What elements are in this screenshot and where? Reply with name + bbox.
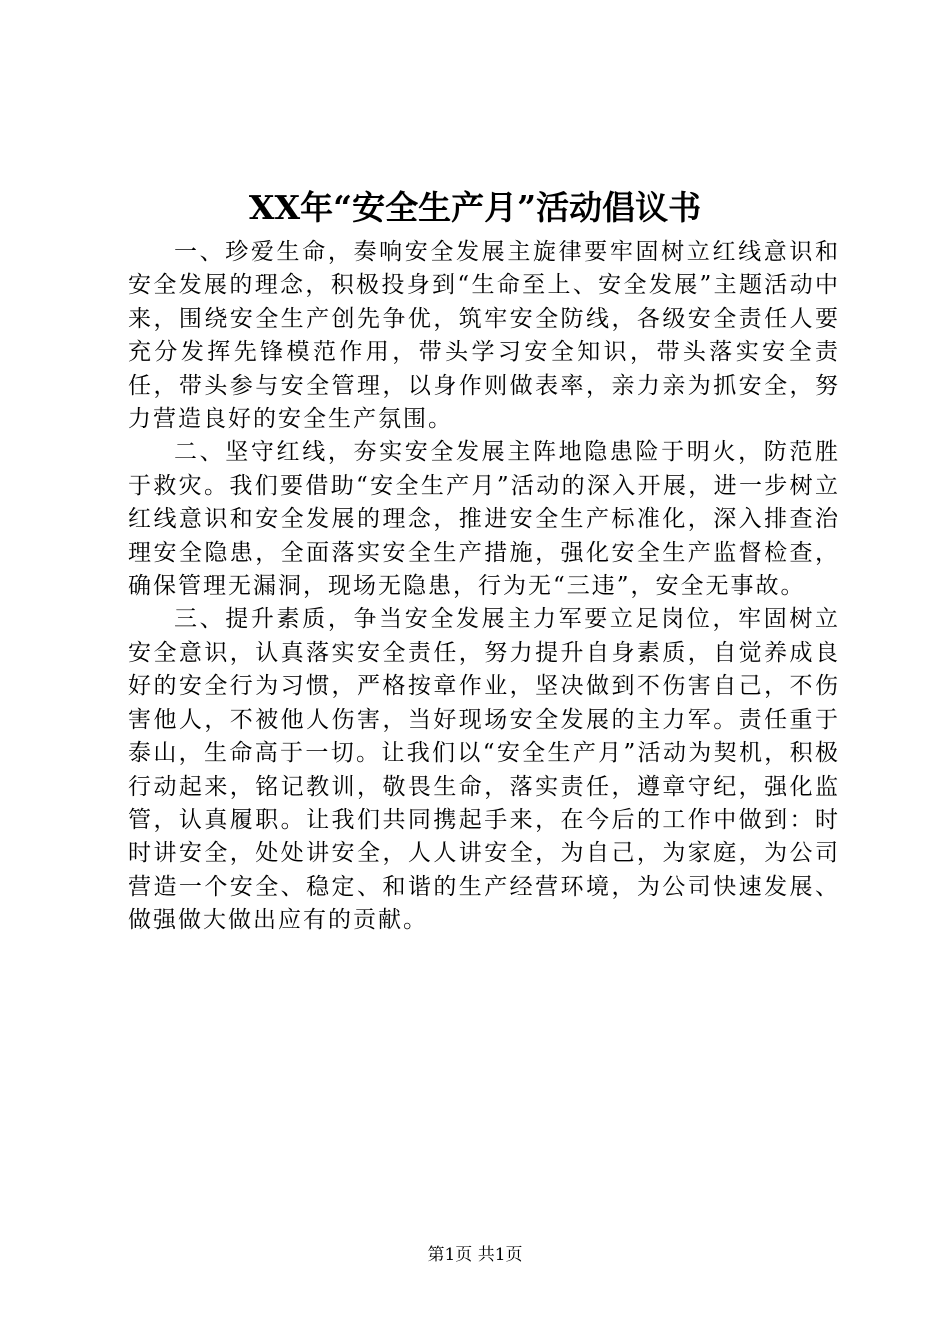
document-title: XX年“安全生产月”活动倡议书 bbox=[248, 188, 702, 227]
paragraph-3: 三、提升素质，争当安全发展主力军要立足岗位，牢固树立安全意识，认真落实安全责任，努力提升自身素质，自觉养成良好的安全行为习惯，严格按章作业，坚决做到不伤害自己，不伤害他人，不被他人伤害，当好现场安全发展的主力军。责任重于泰山，生命高于一切。让我们以“安全生产月”活动为契机，积极行动起来，铭记教训，敬畏生命，落实责任，遵章守纪，强化监管，认真履职。让我们共同携起手来，在今后的工作中做到：时时讲安全，处处讲安全，人人讲安全，为自己，为家庭，为公司营造一个安全、稳定、和谐的生产经营环境，为公司快速发展、做强做大做出应有的贡献。 bbox=[128, 606, 840, 934]
page-footer: 第1页 共1页 bbox=[427, 1245, 523, 1265]
paragraph-1: 一、珍爱生命，奏响安全发展主旋律要牢固树立红线意识和安全发展的理念，积极投身到“生命至上、安全发展”主题活动中来，围绕安全生产创先争优，筑牢安全防线，各级安全责任人要充分发挥先锋模范作用，带头学习安全知识，带头落实安全责任，带头参与安全管理，以身作则做表率，亲力亲为抓安全，努力营造良好的安全生产氛围。 bbox=[128, 239, 840, 433]
document-body bbox=[128, 236, 840, 938]
paragraph-2: 二、坚守红线，夯实安全发展主阵地隐患险于明火，防范胜于救灾。我们要借助“安全生产月”活动的深入开展，进一步树立红线意识和安全发展的理念，推进安全生产标准化，深入排查治理安全隐患，全面落实安全生产措施，强化安全生产监督检查，确保管理无漏洞，现场无隐患，行为无“三违”，安全无事故。 bbox=[128, 439, 840, 600]
